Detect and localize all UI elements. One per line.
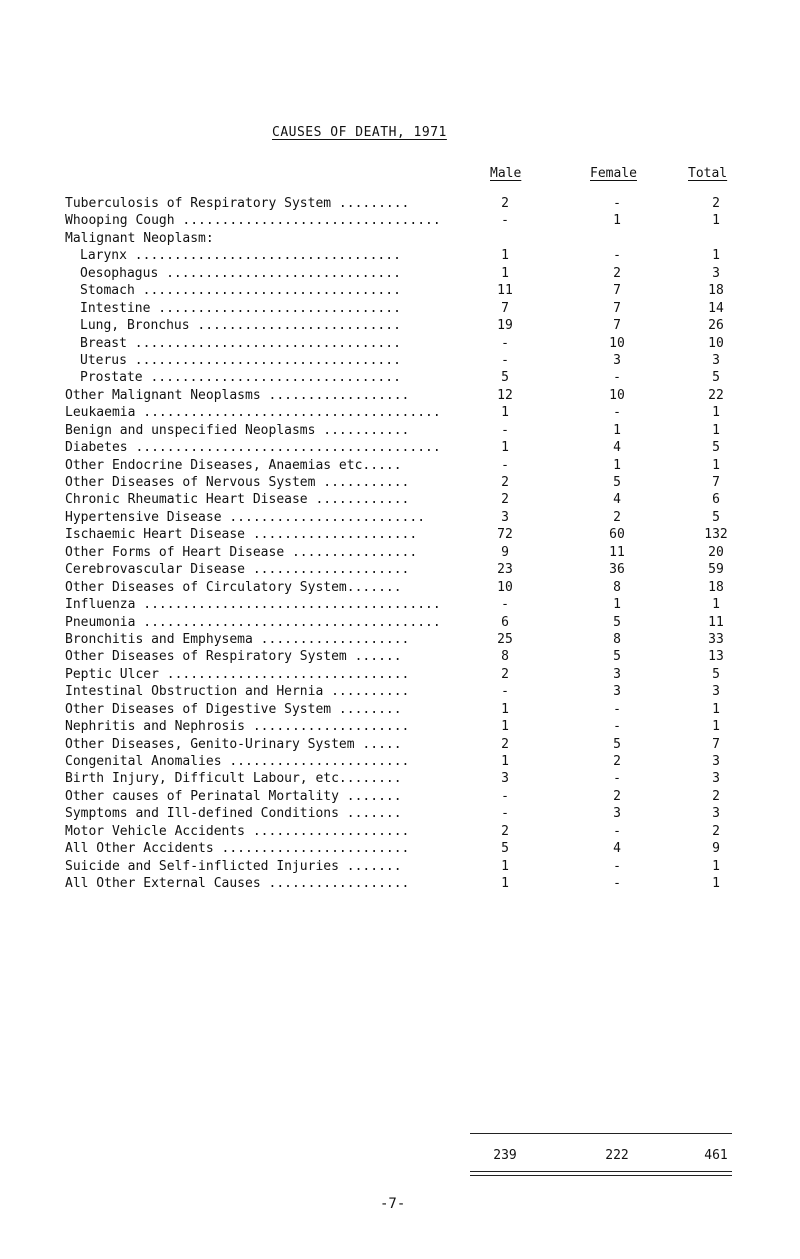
total-male: 239 (493, 1148, 517, 1163)
cell-total: 1 (712, 858, 720, 874)
cell-male: 7 (501, 300, 509, 316)
cell-total: 26 (708, 318, 724, 334)
column-header-female: Female (590, 166, 637, 181)
cell-total: 1 (712, 248, 720, 264)
cell-female: 11 (609, 544, 625, 560)
cell-total: 18 (708, 283, 724, 299)
table-row (0, 858, 800, 875)
cell-female: 2 (613, 754, 621, 769)
cell-male: - (501, 352, 509, 368)
cell-male: 23 (497, 562, 513, 578)
table-row (0, 404, 800, 421)
cell-male: - (501, 788, 509, 804)
cell-female: 8 (613, 631, 621, 647)
row-label: Bronchitis and Emphysema ................... (65, 631, 410, 647)
row-label: Other causes of Perinatal Mortality ....... (65, 788, 402, 804)
cell-total: 7 (712, 475, 720, 490)
cell-male: 1 (501, 754, 509, 769)
row-label: Stomach ................................. (80, 283, 401, 299)
cell-male: 1 (501, 701, 509, 717)
table-row (0, 509, 800, 526)
row-label: Influenza ...................................... (65, 597, 441, 613)
cell-total: 3 (712, 771, 720, 787)
cell-total: 5 (712, 509, 720, 525)
cell-total: 22 (708, 387, 724, 403)
cell-male: 11 (497, 283, 513, 299)
cell-total: 10 (708, 335, 724, 351)
row-label: Peptic Ulcer ............................... (65, 666, 410, 682)
row-label: Intestine ............................... (80, 300, 401, 316)
row-label: Uterus .................................. (80, 352, 401, 368)
cell-female: 1 (613, 422, 621, 438)
row-label: Suicide and Self-inflicted Injuries ....... (65, 858, 402, 874)
row-label: Malignant Neoplasm: (65, 230, 214, 246)
table-row (0, 788, 800, 805)
table-row (0, 805, 800, 822)
total-rule-top (470, 1133, 732, 1134)
table-row (0, 335, 800, 352)
cell-male: 10 (497, 579, 513, 595)
table-row (0, 561, 800, 578)
table-row (0, 457, 800, 474)
cell-female: 3 (613, 806, 621, 822)
cell-female: - (613, 405, 621, 421)
total-rule-double-2 (470, 1175, 732, 1176)
cell-female: 2 (613, 265, 621, 281)
row-label: Benign and unspecified Neoplasms ........... (65, 422, 410, 438)
table-row (0, 247, 800, 264)
table-row (0, 230, 800, 247)
cell-male: 2 (501, 492, 509, 508)
cell-female: 4 (613, 492, 621, 508)
cell-total: 3 (712, 352, 720, 368)
row-label: All Other External Causes .................. (65, 876, 410, 892)
column-header-total: Total (688, 166, 728, 181)
cell-male: 19 (497, 318, 513, 334)
cell-female: 4 (613, 841, 621, 857)
cell-female: - (613, 370, 621, 386)
cell-total: 5 (712, 666, 720, 682)
cell-total: 18 (708, 579, 724, 595)
cell-total: 2 (712, 788, 720, 804)
cell-female: 5 (613, 736, 621, 752)
cell-female: 5 (613, 614, 621, 630)
cell-male: 1 (501, 719, 509, 735)
table-row (0, 352, 800, 369)
table-row (0, 614, 800, 631)
cell-female: 10 (609, 335, 625, 351)
row-label: Hypertensive Disease ......................... (65, 509, 426, 525)
cell-male: 1 (501, 405, 509, 421)
cell-total: 1 (712, 405, 720, 421)
row-label: Diabetes ....................................... (65, 440, 441, 456)
row-label: Pneumonia ...................................... (65, 614, 441, 630)
row-label: Other Endocrine Diseases, Anaemias etc..... (65, 457, 402, 473)
cell-total: 1 (712, 701, 720, 717)
cell-male: 2 (501, 475, 509, 490)
cell-male: 1 (501, 858, 509, 874)
row-label: Cerebrovascular Disease .................... (65, 562, 410, 578)
cell-male: 72 (497, 527, 513, 543)
cell-total: 3 (712, 684, 720, 700)
cell-total: 1 (712, 213, 720, 229)
cell-total: 2 (712, 823, 720, 839)
cell-female: - (613, 701, 621, 717)
column-header-male: Male (490, 166, 522, 181)
row-label: Larynx .................................. (80, 248, 401, 264)
table-row (0, 666, 800, 683)
table-row (0, 753, 800, 770)
cell-male: - (501, 597, 509, 613)
cell-female: 3 (613, 666, 621, 682)
cell-total: 33 (708, 631, 724, 647)
cell-female: 2 (613, 509, 621, 525)
table-row (0, 875, 800, 892)
row-label: Other Diseases of Respiratory System ...... (65, 649, 402, 665)
table-row (0, 840, 800, 857)
table-row (0, 265, 800, 282)
table-row (0, 491, 800, 508)
cell-female: 4 (613, 440, 621, 456)
cell-male: 6 (501, 614, 509, 630)
total-all: 461 (704, 1148, 728, 1163)
table-row (0, 317, 800, 334)
cell-male: 5 (501, 841, 509, 857)
cell-total: 5 (712, 440, 720, 456)
table-row (0, 300, 800, 317)
cell-total: 3 (712, 806, 720, 822)
row-label: Motor Vehicle Accidents .................... (65, 823, 410, 839)
cell-male: - (501, 422, 509, 438)
row-label: Oesophagus .............................. (80, 265, 401, 281)
cell-male: 3 (501, 771, 509, 787)
row-label: Breast .................................. (80, 335, 401, 351)
cell-total: 9 (712, 841, 720, 857)
row-label: Other Forms of Heart Disease ................ (65, 544, 418, 560)
row-label: Prostate ................................ (80, 370, 401, 386)
table-row (0, 439, 800, 456)
row-label: Other Diseases of Circulatory System....... (65, 579, 402, 595)
row-label: Congenital Anomalies ....................... (65, 754, 410, 769)
cell-total: 3 (712, 754, 720, 769)
cell-male: 1 (501, 876, 509, 892)
table-row (0, 526, 800, 543)
row-label: Ischaemic Heart Disease ..................... (65, 527, 418, 543)
row-label: Chronic Rheumatic Heart Disease ............ (65, 492, 410, 508)
table-row (0, 579, 800, 596)
cell-male: 1 (501, 265, 509, 281)
cell-male: 2 (501, 736, 509, 752)
cell-female: 5 (613, 649, 621, 665)
cell-total: 3 (712, 265, 720, 281)
cell-female: 1 (613, 457, 621, 473)
row-label: Intestinal Obstruction and Hernia .......... (65, 684, 410, 700)
table-row (0, 701, 800, 718)
cell-total: 59 (708, 562, 724, 578)
table-row (0, 282, 800, 299)
cell-male: 25 (497, 631, 513, 647)
table-row (0, 648, 800, 665)
cell-total: 1 (712, 597, 720, 613)
page-title: CAUSES OF DEATH, 1971 (272, 125, 447, 140)
cell-total: 20 (708, 544, 724, 560)
cell-total: 1 (712, 422, 720, 438)
table-row (0, 387, 800, 404)
cell-female: - (613, 771, 621, 787)
cell-female: 5 (613, 475, 621, 490)
table-row (0, 718, 800, 735)
row-label: Birth Injury, Difficult Labour, etc........ (65, 771, 402, 787)
cell-male: - (501, 457, 509, 473)
row-label: Other Malignant Neoplasms .................. (65, 387, 410, 403)
cell-male: 12 (497, 387, 513, 403)
table-row (0, 369, 800, 386)
cell-female: 3 (613, 352, 621, 368)
row-label: Other Diseases, Genito-Urinary System ..... (65, 736, 402, 752)
cell-male: 3 (501, 509, 509, 525)
table-row (0, 736, 800, 753)
row-label: All Other Accidents ........................ (65, 841, 410, 857)
cell-female: - (613, 876, 621, 892)
row-label: Tuberculosis of Respiratory System ......... (65, 196, 410, 211)
table-row (0, 212, 800, 229)
cell-female: 3 (613, 684, 621, 700)
cell-female: 1 (613, 597, 621, 613)
cell-female: - (613, 858, 621, 874)
total-rule-double-1 (470, 1171, 732, 1172)
cell-male: 1 (501, 440, 509, 456)
causes-table (0, 195, 800, 893)
cell-male: 2 (501, 196, 509, 211)
cell-total: 2 (712, 196, 720, 211)
cell-female: 2 (613, 788, 621, 804)
cell-female: - (613, 196, 621, 211)
table-row (0, 631, 800, 648)
cell-total: 11 (708, 614, 724, 630)
cell-female: 7 (613, 300, 621, 316)
cell-total: 1 (712, 876, 720, 892)
table-row (0, 195, 800, 212)
cell-male: 2 (501, 666, 509, 682)
cell-total: 132 (704, 527, 728, 543)
table-row (0, 823, 800, 840)
cell-male: 9 (501, 544, 509, 560)
total-female: 222 (605, 1148, 629, 1163)
cell-female: - (613, 719, 621, 735)
row-label: Other Diseases of Nervous System ........... (65, 475, 410, 490)
cell-female: 7 (613, 283, 621, 299)
row-label: Nephritis and Nephrosis .................... (65, 719, 410, 735)
cell-male: 2 (501, 823, 509, 839)
cell-male: - (501, 684, 509, 700)
row-label: Other Diseases of Digestive System ........ (65, 701, 402, 717)
table-row (0, 770, 800, 787)
row-label: Symptoms and Ill-defined Conditions ....... (65, 806, 402, 822)
cell-total: 1 (712, 457, 720, 473)
row-label: Lung, Bronchus .......................... (80, 318, 401, 334)
cell-total: 6 (712, 492, 720, 508)
table-row (0, 596, 800, 613)
cell-total: 14 (708, 300, 724, 316)
cell-female: - (613, 823, 621, 839)
page-number: -7- (380, 1196, 406, 1212)
cell-female: 8 (613, 579, 621, 595)
table-row (0, 544, 800, 561)
cell-male: 5 (501, 370, 509, 386)
cell-female: 36 (609, 562, 625, 578)
cell-female: - (613, 248, 621, 264)
table-row (0, 422, 800, 439)
row-label: Leukaemia ...................................... (65, 405, 441, 421)
cell-total: 7 (712, 736, 720, 752)
cell-male: - (501, 806, 509, 822)
cell-total: 5 (712, 370, 720, 386)
cell-female: 7 (613, 318, 621, 334)
cell-total: 1 (712, 719, 720, 735)
cell-male: - (501, 213, 509, 229)
cell-female: 1 (613, 213, 621, 229)
table-row (0, 474, 800, 491)
row-label: Whooping Cough ................................. (65, 213, 441, 229)
cell-female: 10 (609, 387, 625, 403)
table-row (0, 683, 800, 700)
cell-female: 60 (609, 527, 625, 543)
cell-male: 8 (501, 649, 509, 665)
cell-total: 13 (708, 649, 724, 665)
cell-male: 1 (501, 248, 509, 264)
cell-male: - (501, 335, 509, 351)
